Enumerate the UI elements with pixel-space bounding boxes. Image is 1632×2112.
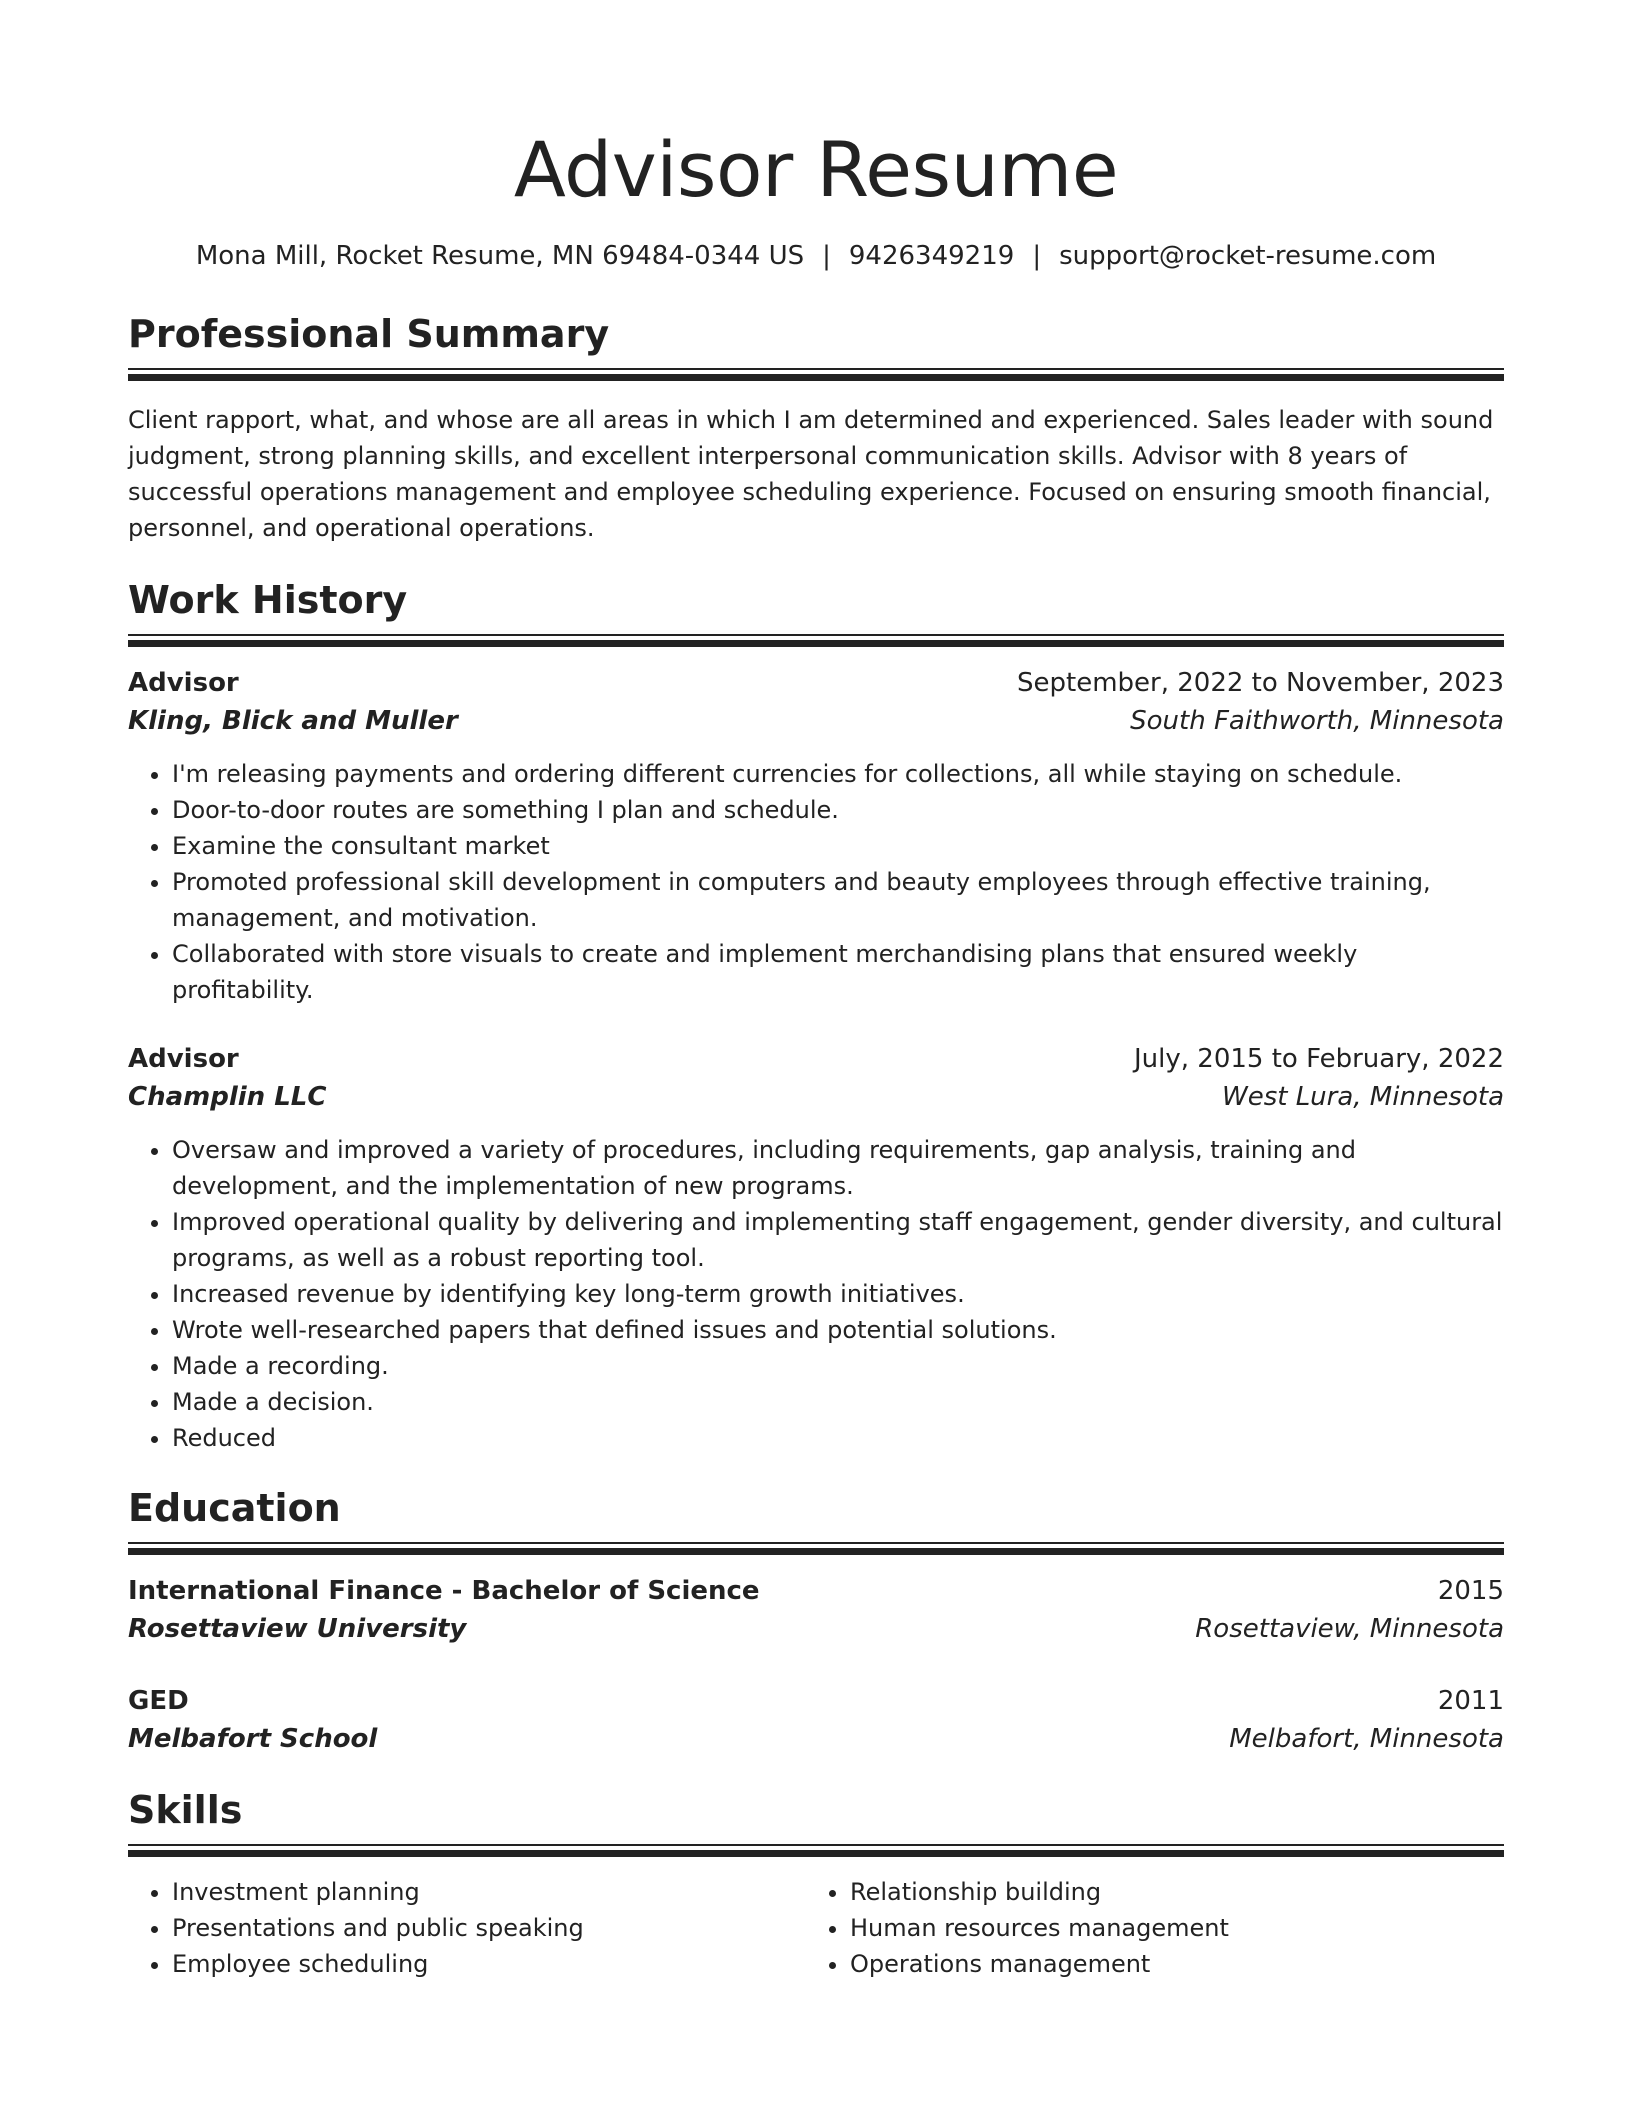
list-item: • Employee scheduling <box>172 1946 806 1982</box>
section-title-work: Work History <box>128 578 408 622</box>
job-bullets <box>128 1132 1504 1456</box>
job-location: West Lura, Minnesota <box>1221 1082 1504 1112</box>
contact-line <box>128 238 1504 274</box>
list-item: • Presentations and public speaking <box>172 1910 806 1946</box>
summary-text: Client rapport, what, and whose are all areas in which I am determined and experienced. Sales leader with sound judgment, strong planning skills, and excellent interpersonal communication skills. Advisor with 8 years of successful operations management and employee scheduling experience. Focused on ensuring smooth financial, personnel, and operational operations. <box>128 406 1494 542</box>
list-item: • Made a decision. <box>172 1384 1504 1420</box>
list-item: • Investment planning <box>172 1874 806 1910</box>
section-title-skills: Skills <box>128 1788 243 1832</box>
skills-list-left <box>128 1874 806 1982</box>
section-divider <box>128 634 1504 648</box>
list-item: • Increased revenue by identifying key long-term growth initiatives. <box>172 1276 1504 1312</box>
education-location: Rosettaview, Minnesota <box>1195 1614 1504 1644</box>
list-item: • Relationship building <box>850 1874 1484 1910</box>
list-item: • Human resources management <box>850 1910 1484 1946</box>
list-item: • Collaborated with store visuals to create and implement merchandising plans that ensured weekly profitability. <box>172 936 1504 1008</box>
contact-address: Mona Mill, Rocket Resume, MN 69484-0344 US <box>195 241 805 271</box>
education-school: Melbafort School <box>128 1724 378 1754</box>
education-entry <box>128 1682 1504 1758</box>
list-item: • Operations management <box>850 1946 1484 1982</box>
education-year: 2015 <box>1437 1576 1504 1606</box>
education-entry <box>128 1572 1504 1648</box>
list-item: • Made a recording. <box>172 1348 1504 1384</box>
section-divider <box>128 1542 1504 1556</box>
job-dates: September, 2022 to November, 2023 <box>1017 668 1504 698</box>
education-school: Rosettaview University <box>128 1614 467 1644</box>
list-item: • Examine the consultant market <box>172 828 1504 864</box>
list-item: • Oversaw and improved a variety of procedures, including requirements, gap analysis, training and development, and the implementation of new programs. <box>172 1132 1504 1204</box>
job-dates: July, 2015 to February, 2022 <box>1134 1044 1504 1074</box>
job-role: Advisor <box>128 668 239 698</box>
education-section <box>128 1484 1504 1758</box>
list-item: • Promoted professional skill development in computers and beauty employees through effective training, management, and motivation. <box>172 864 1504 936</box>
list-item: • Wrote well-researched papers that defined issues and potential solutions. <box>172 1312 1504 1348</box>
resume-page <box>128 0 1504 1982</box>
contact-separator: | <box>1032 241 1042 271</box>
list-item: • Reduced <box>172 1420 1504 1456</box>
work-section <box>128 576 1504 1456</box>
contact-separator: | <box>822 241 831 271</box>
contact-phone: 9426349219 <box>848 241 1015 271</box>
section-title-summary: Professional Summary <box>128 312 610 356</box>
list-item: • Door-to-door routes are something I plan and schedule. <box>172 792 1504 828</box>
job-entry <box>128 1040 1504 1456</box>
job-entry <box>128 664 1504 1008</box>
section-title-education: Education <box>128 1486 341 1530</box>
list-item: • Improved operational quality by delivering and implementing staff engagement, gender diversity, and cultural programs, as well as a robust reporting tool. <box>172 1204 1504 1276</box>
list-item: • I'm releasing payments and ordering different currencies for collections, all while staying on schedule. <box>172 756 1504 792</box>
section-divider <box>128 368 1504 382</box>
section-divider <box>128 1844 1504 1858</box>
job-company: Kling, Blick and Muller <box>128 706 458 736</box>
job-role: Advisor <box>128 1044 239 1074</box>
summary-section <box>128 310 1504 546</box>
contact-email: support@rocket-resume.com <box>1059 241 1437 271</box>
education-degree: International Finance - Bachelor of Science <box>128 1576 760 1606</box>
resume-title: Advisor Resume <box>513 125 1119 214</box>
education-location: Melbafort, Minnesota <box>1229 1724 1504 1754</box>
skills-list-right <box>806 1874 1484 1982</box>
skills-columns <box>128 1874 1504 1982</box>
education-degree: GED <box>128 1686 189 1716</box>
job-bullets <box>128 756 1504 1008</box>
job-location: South Faithworth, Minnesota <box>1130 706 1504 736</box>
skills-section <box>128 1786 1504 1982</box>
education-year: 2011 <box>1437 1686 1504 1716</box>
job-company: Champlin LLC <box>128 1082 327 1112</box>
